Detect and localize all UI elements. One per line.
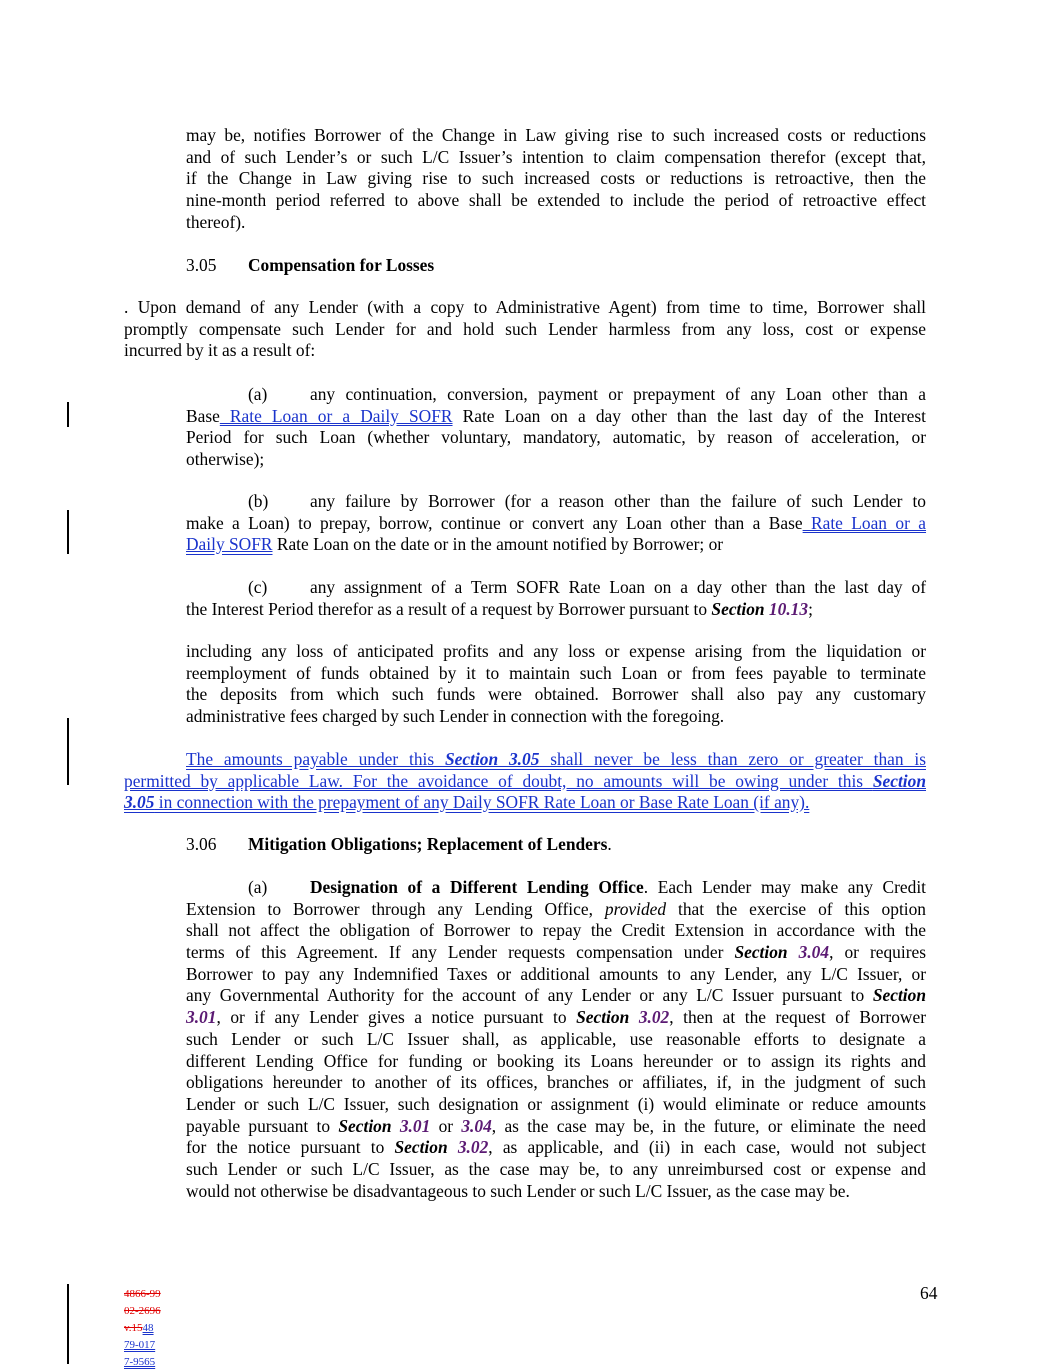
section-305-intro — [124, 297, 926, 362]
text-line: obligations hereunder to another of its offices, branches or affiliates, if, in the judgment of such — [186, 1072, 926, 1093]
inserted-text: 79-017 — [124, 1339, 156, 1351]
section-heading-306 — [248, 834, 612, 856]
section-reference-number: 3.04 — [798, 942, 830, 963]
subsection-306a — [186, 877, 926, 1202]
inserted-text: 7-9565 — [124, 1356, 156, 1368]
text-run: , then at the request of Borrower — [669, 1007, 926, 1028]
section-reference: Section — [394, 1137, 458, 1158]
item-a — [186, 384, 926, 471]
text-line — [186, 534, 926, 556]
text-line — [186, 1116, 926, 1138]
deleted-text: v.15 — [124, 1322, 143, 1334]
text-run: that the exercise of this option — [666, 898, 927, 919]
text-line — [186, 899, 926, 921]
inserted-text: The amounts payable under this — [186, 749, 445, 769]
section-reference-number: 3.01 — [399, 1115, 431, 1136]
text-line — [186, 1137, 926, 1159]
change-bar — [67, 402, 69, 427]
text-run: Rate Loan on the date or in the amount notified by Borrower; or — [272, 534, 724, 555]
section-reference: 3.05 — [124, 792, 155, 813]
section-reference: Section — [338, 1115, 400, 1136]
text-run: , as applicable, and (ii) in each case, would not subject — [488, 1137, 926, 1158]
section-reference-number: 3.02 — [638, 1007, 670, 1028]
inserted-text: 48 — [142, 1322, 154, 1334]
text-line: thereof). — [186, 211, 246, 232]
text-run: for the notice pursuant to — [186, 1137, 395, 1158]
text-line: Lender or such L/C Issuer, such designation or assignment (i) would eliminate or reduce amounts — [186, 1093, 926, 1114]
text-run: or — [430, 1115, 462, 1136]
text-run: the Interest Period therefor as a result of a request by Borrower pursuant to — [186, 598, 712, 619]
section-title: Mitigation Obligations; Replacement of Lenders — [248, 834, 608, 854]
continuation-paragraph — [186, 125, 926, 233]
italic-text: provided — [604, 898, 667, 919]
text-run: . Each Lender may make any Credit — [643, 877, 926, 897]
item-label-c: (c) — [248, 577, 268, 597]
text-run: ; — [808, 598, 813, 619]
item-label-b: (b) — [248, 491, 269, 511]
text-run: Base — [186, 405, 220, 426]
section-reference: Section — [576, 1007, 639, 1028]
change-bar — [67, 1284, 69, 1364]
text-line — [186, 985, 926, 1007]
text-line: reemployment of funds obtained by it to maintain such Loan or from fees payable to terminate — [186, 662, 926, 683]
text-run: . — [607, 834, 612, 854]
text-line — [124, 771, 926, 793]
inserted-text: Rate Loan or a — [802, 512, 927, 533]
text-line: any continuation, conversion, payment or prepayment of any Loan other than a — [310, 384, 926, 404]
item-c — [186, 577, 926, 620]
item-b — [186, 491, 926, 556]
inserted-text: in connection with the prepayment of any Daily SOFR Rate Loan or Base Rate Loan (if any). — [154, 792, 810, 813]
text-line — [186, 877, 926, 899]
section-reference-number: 10.13 — [768, 598, 809, 619]
document-id-footer — [124, 1286, 161, 1371]
text-run: , or if any Lender gives a notice pursuant to — [216, 1007, 577, 1028]
text-line: would not otherwise be disadvantageous to such Lender or such L/C Issuer, as the case may be. — [186, 1180, 850, 1201]
text-run: , or requires — [829, 942, 926, 963]
text-line: any assignment of a Term SOFR Rate Loan on a day other than the last day of — [310, 577, 926, 597]
section-reference: Section 3.05 — [445, 749, 540, 769]
section-number: 3.05 — [186, 255, 217, 275]
text-run: make a Loan) to prepay, borrow, continue or convert any Loan other than a Base — [186, 512, 803, 533]
text-line: including any loss of anticipated profits and any loss or expense arising from the liquidation or — [186, 641, 926, 661]
section-reference: Section — [711, 598, 769, 619]
text-run: Rate Loan on a day other than the last day of the Interest — [452, 405, 927, 426]
section-reference-number: 3.04 — [461, 1115, 492, 1136]
text-run: payable pursuant to — [186, 1115, 339, 1136]
text-run: terms of this Agreement. If any Lender requests compensation under — [186, 942, 735, 963]
item-label-306a: (a) — [248, 877, 268, 897]
inserted-text: shall never be less than zero or greater than is — [539, 749, 926, 769]
section-reference: Section — [872, 985, 926, 1006]
text-line: the deposits from which such funds were obtained. Borrower shall also pay any customary — [186, 684, 926, 705]
text-line: promptly compensate such Lender for and hold such Lender harmless from any loss, cost or expense — [124, 318, 926, 339]
text-line: Period for such Loan (whether voluntary, mandatory, automatic, by reason of acceleration, or — [186, 427, 926, 448]
section-reference-number: 3.01 — [186, 1007, 217, 1028]
section-reference: Section — [734, 942, 799, 963]
inserted-paragraph — [124, 749, 926, 814]
section-heading-305 — [186, 255, 216, 277]
text-line: incurred by it as a result of: — [124, 340, 316, 361]
text-line — [186, 1007, 926, 1029]
inserted-text: Rate Loan or a Daily SOFR — [219, 405, 453, 426]
text-line — [124, 792, 926, 814]
text-line: shall not affect the obligation of Borrower to repay the Credit Extension in accordance with the — [186, 920, 926, 941]
text-line — [124, 749, 926, 771]
deleted-text: 4866-99 — [124, 1288, 161, 1300]
inserted-text: Daily SOFR — [186, 534, 273, 555]
deleted-text: 02-2696 — [124, 1305, 161, 1317]
text-run: any Governmental Authority for the account of any Lender or any L/C Issuer pursuant to — [186, 985, 873, 1006]
text-line: nine-month period referred to above shall be extended to include the period of retroactive effect — [186, 190, 926, 211]
text-line — [186, 513, 926, 535]
text-line: such Lender or such L/C Issuer shall, as applicable, use reasonable efforts to designate a — [186, 1028, 926, 1049]
change-bar — [67, 510, 69, 554]
text-line: . Upon demand of any Lender (with a copy to Administrative Agent) from time to time, Borrower shall — [124, 297, 926, 317]
including-paragraph — [186, 641, 926, 728]
text-line: different Lending Office for funding or booking its Loans hereunder or to assign its rights and — [186, 1050, 926, 1071]
text-run: , as the case may be, in the future, or eliminate the need — [491, 1115, 926, 1136]
item-label-a: (a) — [248, 384, 268, 404]
text-line: and of such Lender’s or such L/C Issuer’s intention to claim compensation therefor (except that, — [186, 146, 926, 167]
text-line — [186, 406, 926, 428]
text-line: if the Change in Law giving rise to such increased costs or reductions is retroactive, then the — [186, 168, 926, 189]
text-line: otherwise); — [186, 449, 265, 470]
text-line: may be, notifies Borrower of the Change in Law giving rise to such increased costs or reductions — [186, 125, 926, 145]
footer-line — [124, 1320, 161, 1337]
text-line: administrative fees charged by such Lender in connection with the foregoing. — [186, 706, 725, 727]
section-title-305: Compensation for Losses — [248, 255, 435, 275]
text-line: such Lender or such L/C Issuer, as the case may be, to any unreimbursed cost or expense and — [186, 1158, 926, 1179]
text-line — [186, 599, 926, 621]
subsection-title: Designation of a Different Lending Office — [310, 877, 644, 897]
text-line: Borrower to pay any Indemnified Taxes or additional amounts to any Lender, any L/C Issuer, or — [186, 963, 926, 984]
inserted-text: permitted by applicable Law. For the avoidance of doubt, no amounts will be owing under this — [124, 770, 873, 791]
section-reference-number: 3.02 — [457, 1137, 489, 1158]
page-number: 64 — [920, 1283, 938, 1303]
text-line: any failure by Borrower (for a reason other than the failure of such Lender to — [310, 491, 926, 511]
text-run: Extension to Borrower through any Lending Office, — [186, 898, 605, 919]
section-number-306: 3.06 — [186, 834, 217, 854]
section-reference: Section — [872, 770, 926, 791]
change-bar — [67, 718, 69, 785]
text-line — [186, 942, 926, 964]
